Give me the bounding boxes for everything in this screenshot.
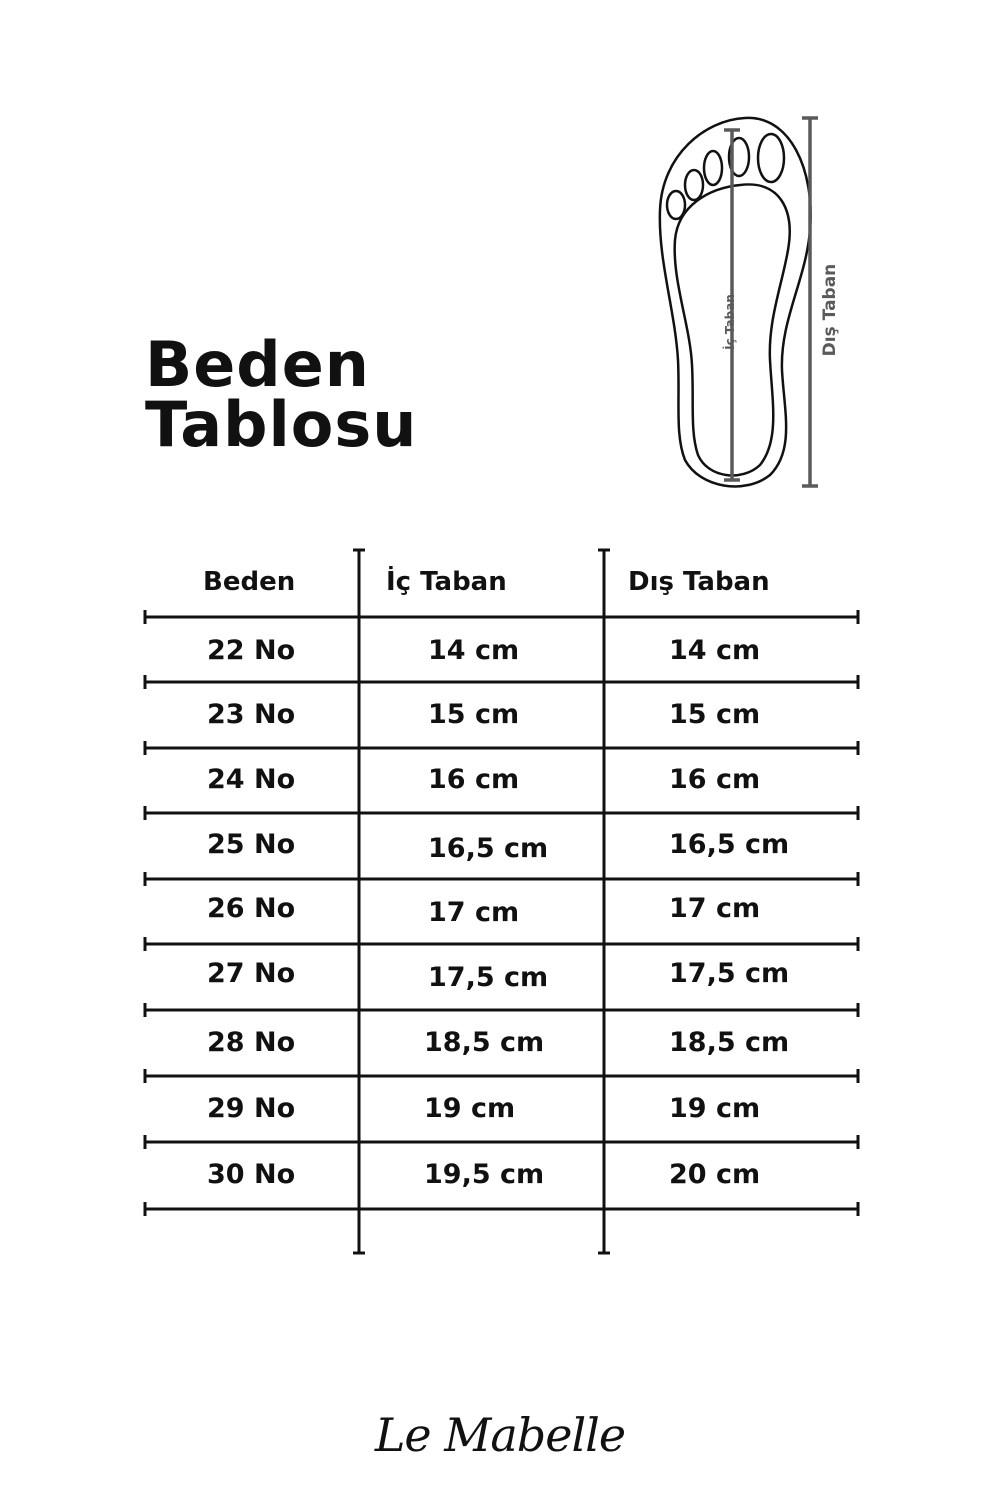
size-cell: 28 No bbox=[207, 1027, 296, 1058]
inner-sole-cell: 16 cm bbox=[428, 764, 520, 795]
size-cell: 24 No bbox=[207, 764, 296, 795]
page-title bbox=[145, 328, 418, 461]
outer-sole-cell: 16,5 cm bbox=[669, 829, 790, 860]
inner-sole-cell: 15 cm bbox=[428, 699, 520, 730]
inner-sole-cell: 19 cm bbox=[424, 1093, 516, 1124]
outer-sole-cell: 17 cm bbox=[669, 893, 761, 924]
outer-sole-cell: 16 cm bbox=[669, 764, 761, 795]
header-inner-sole: İç Taban bbox=[386, 567, 507, 597]
inner-sole-cell: 18,5 cm bbox=[424, 1027, 545, 1058]
size-cell: 25 No bbox=[207, 829, 296, 860]
header-size: Beden bbox=[203, 567, 296, 597]
inner-sole-label: İç Taban bbox=[723, 294, 737, 350]
size-cell: 26 No bbox=[207, 893, 296, 924]
size-cell: 27 No bbox=[207, 958, 296, 989]
foot-diagram bbox=[650, 110, 850, 500]
size-cell: 23 No bbox=[207, 699, 296, 730]
inner-sole-cell: 14 cm bbox=[428, 635, 520, 666]
outer-sole-cell: 19 cm bbox=[669, 1093, 761, 1124]
header-outer-sole: Dış Taban bbox=[628, 567, 770, 597]
inner-sole-cell: 17 cm bbox=[428, 897, 520, 928]
size-cell: 22 No bbox=[207, 635, 296, 666]
outer-sole-cell: 18,5 cm bbox=[669, 1027, 790, 1058]
outer-sole-cell: 15 cm bbox=[669, 699, 761, 730]
outer-sole-cell: 20 cm bbox=[669, 1159, 761, 1190]
size-cell: 29 No bbox=[207, 1093, 296, 1124]
title-line-2: Tablosu bbox=[145, 388, 418, 461]
inner-sole-cell: 16,5 cm bbox=[428, 833, 549, 864]
size-cell: 30 No bbox=[207, 1159, 296, 1190]
inner-sole-cell: 17,5 cm bbox=[428, 962, 549, 993]
outer-sole-cell: 17,5 cm bbox=[669, 958, 790, 989]
inner-sole-cell: 19,5 cm bbox=[424, 1159, 545, 1190]
outer-sole-cell: 14 cm bbox=[669, 635, 761, 666]
brand-logo: Le Mabelle bbox=[374, 1408, 626, 1462]
outer-sole-label: Dış Taban bbox=[820, 263, 840, 357]
title-line-1: Beden bbox=[145, 328, 370, 401]
